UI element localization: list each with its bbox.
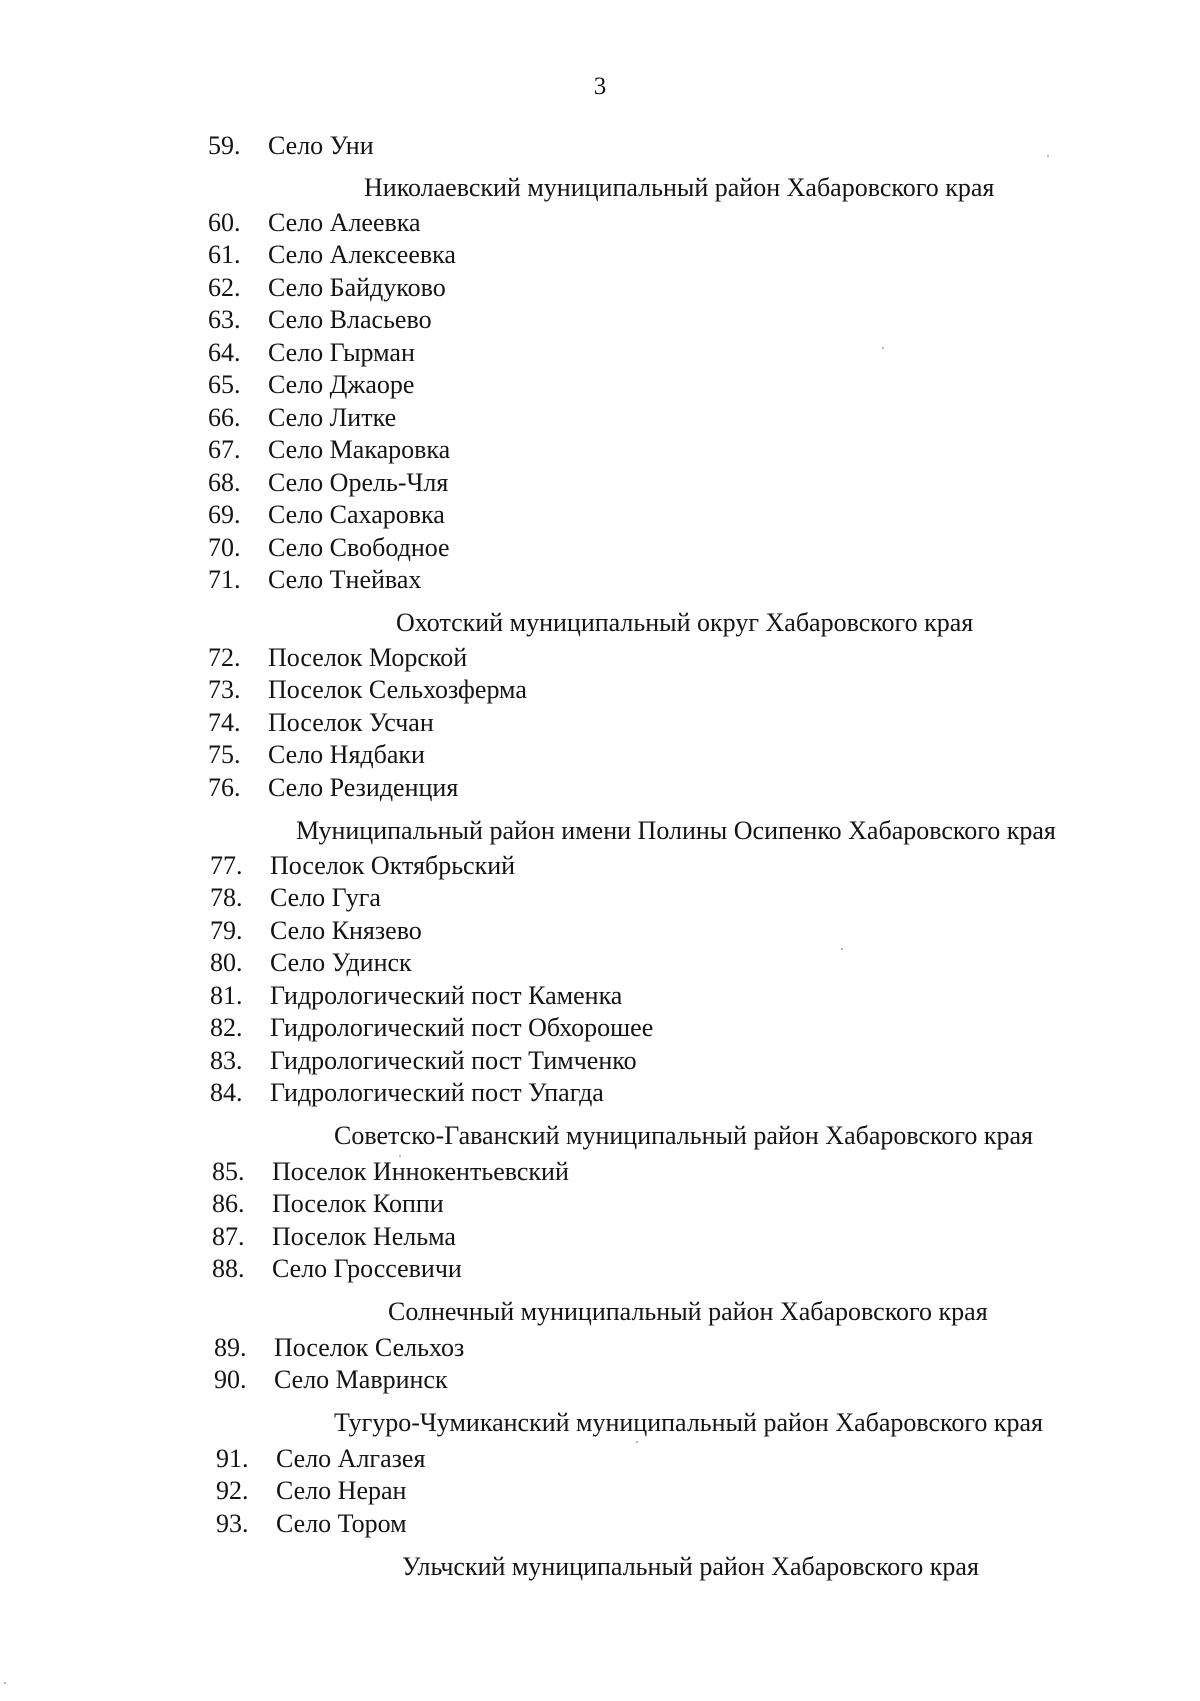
item-number: 73.: [208, 675, 241, 704]
item-number: 62.: [208, 273, 241, 302]
settlement-name: Село Литке: [268, 403, 397, 432]
district-heading-polina-osipenko: Муниципальный район имени Полины Осипенко Хабаровского края: [296, 816, 1056, 845]
settlement-name: Село Уни: [268, 131, 374, 160]
item-number: 63.: [208, 305, 241, 334]
settlement-name: Село Неран: [276, 1476, 407, 1505]
item-number: 74.: [208, 708, 241, 737]
item-number: 76.: [208, 773, 241, 802]
item-number: 85.: [212, 1157, 245, 1186]
item-number: 75.: [208, 740, 241, 769]
item-number: 93.: [216, 1509, 249, 1538]
item-number: 87.: [212, 1222, 245, 1251]
item-number: 68.: [208, 468, 241, 497]
item-number: 72.: [208, 643, 241, 672]
settlement-name: Село Мавринск: [274, 1365, 448, 1394]
item-number: 90.: [214, 1365, 247, 1394]
district-heading-tuguro-chumikansky: Тугуро-Чумиканский муниципальный район Хабаровского края: [334, 1408, 1044, 1437]
item-number: 91.: [216, 1444, 249, 1473]
settlement-name: Село Гуга: [270, 883, 381, 912]
item-number: 89.: [214, 1333, 247, 1362]
item-number: 60.: [208, 208, 241, 237]
item-number: 77.: [210, 851, 243, 880]
item-number: 65.: [208, 370, 241, 399]
item-number: 86.: [212, 1189, 245, 1218]
settlement-name: Гидрологический пост Обхорошее: [270, 1013, 654, 1042]
settlement-name: Поселок Морской: [268, 643, 468, 672]
item-number: 66.: [208, 403, 241, 432]
district-heading-ulchsky: Ульчский муниципальный район Хабаровского края: [402, 1552, 979, 1581]
item-number: 61.: [208, 240, 241, 269]
settlement-name: Поселок Октябрьский: [270, 851, 516, 880]
settlement-name: Село Макаровка: [268, 435, 451, 464]
settlement-name: Поселок Усчан: [268, 708, 434, 737]
settlement-name: Село Гырман: [268, 338, 415, 367]
scan-speck: [841, 948, 843, 950]
settlement-name: Село Джаоре: [268, 370, 415, 399]
scan-speck: [882, 347, 884, 349]
settlement-name: Гидрологический пост Каменка: [270, 981, 623, 1010]
item-number: 70.: [208, 533, 241, 562]
item-number: 64.: [208, 338, 241, 367]
scan-speck: [636, 1441, 638, 1443]
item-number: 80.: [210, 948, 243, 977]
settlement-name: Село Тором: [276, 1509, 407, 1538]
district-heading-solnechny: Солнечный муниципальный район Хабаровского края: [388, 1297, 988, 1326]
settlement-name: Село Нядбаки: [268, 740, 425, 769]
settlement-name: Село Сахаровка: [268, 500, 445, 529]
scan-speck: [1047, 155, 1049, 157]
district-heading-okhotsky: Охотский муниципальный округ Хабаровского края: [396, 608, 974, 637]
settlement-name: Село Байдуково: [268, 273, 446, 302]
item-number: 84.: [210, 1078, 243, 1107]
scan-speck: [4, 1682, 6, 1684]
settlement-name: Поселок Коппи: [272, 1189, 444, 1218]
scan-speck: [399, 1155, 401, 1157]
item-number: 67.: [208, 435, 241, 464]
settlement-name: Село Резиденция: [268, 773, 459, 802]
settlement-name: Гидрологический пост Упагда: [270, 1078, 604, 1107]
item-number: 78.: [210, 883, 243, 912]
settlement-name: Село Свободное: [268, 533, 450, 562]
settlement-name: Село Тнейвах: [268, 565, 422, 594]
item-number: 59.: [208, 131, 241, 160]
item-number: 83.: [210, 1046, 243, 1075]
district-heading-sovetsko-gavansky: Советско-Гаванский муниципальный район Хабаровского края: [334, 1121, 1034, 1150]
settlement-name: Село Алеевка: [268, 208, 421, 237]
settlement-name: Село Гроссевичи: [272, 1254, 462, 1283]
settlement-name: Село Орель-Чля: [268, 468, 449, 497]
settlement-name: Поселок Иннокентьевский: [272, 1157, 569, 1186]
settlement-name: Село Удинск: [270, 948, 412, 977]
item-number: 79.: [210, 916, 243, 945]
settlement-name: Село Алексеевка: [268, 240, 456, 269]
settlement-name: Поселок Нельма: [272, 1222, 456, 1251]
settlement-name: Село Алгазея: [276, 1444, 426, 1473]
item-number: 69.: [208, 500, 241, 529]
settlement-name: Село Князево: [270, 916, 422, 945]
item-number: 88.: [212, 1254, 245, 1283]
item-number: 81.: [210, 981, 243, 1010]
item-number: 82.: [210, 1013, 243, 1042]
page-number: 3: [593, 73, 607, 100]
item-number: 92.: [216, 1476, 249, 1505]
district-heading-nikolaevsky: Николаевский муниципальный район Хабаровского края: [364, 173, 995, 202]
settlement-name: Поселок Сельхозферма: [268, 675, 527, 704]
settlement-name: Село Власьево: [268, 305, 432, 334]
settlement-name: Гидрологический пост Тимченко: [270, 1046, 637, 1075]
item-number: 71.: [208, 565, 241, 594]
settlement-name: Поселок Сельхоз: [274, 1333, 465, 1362]
